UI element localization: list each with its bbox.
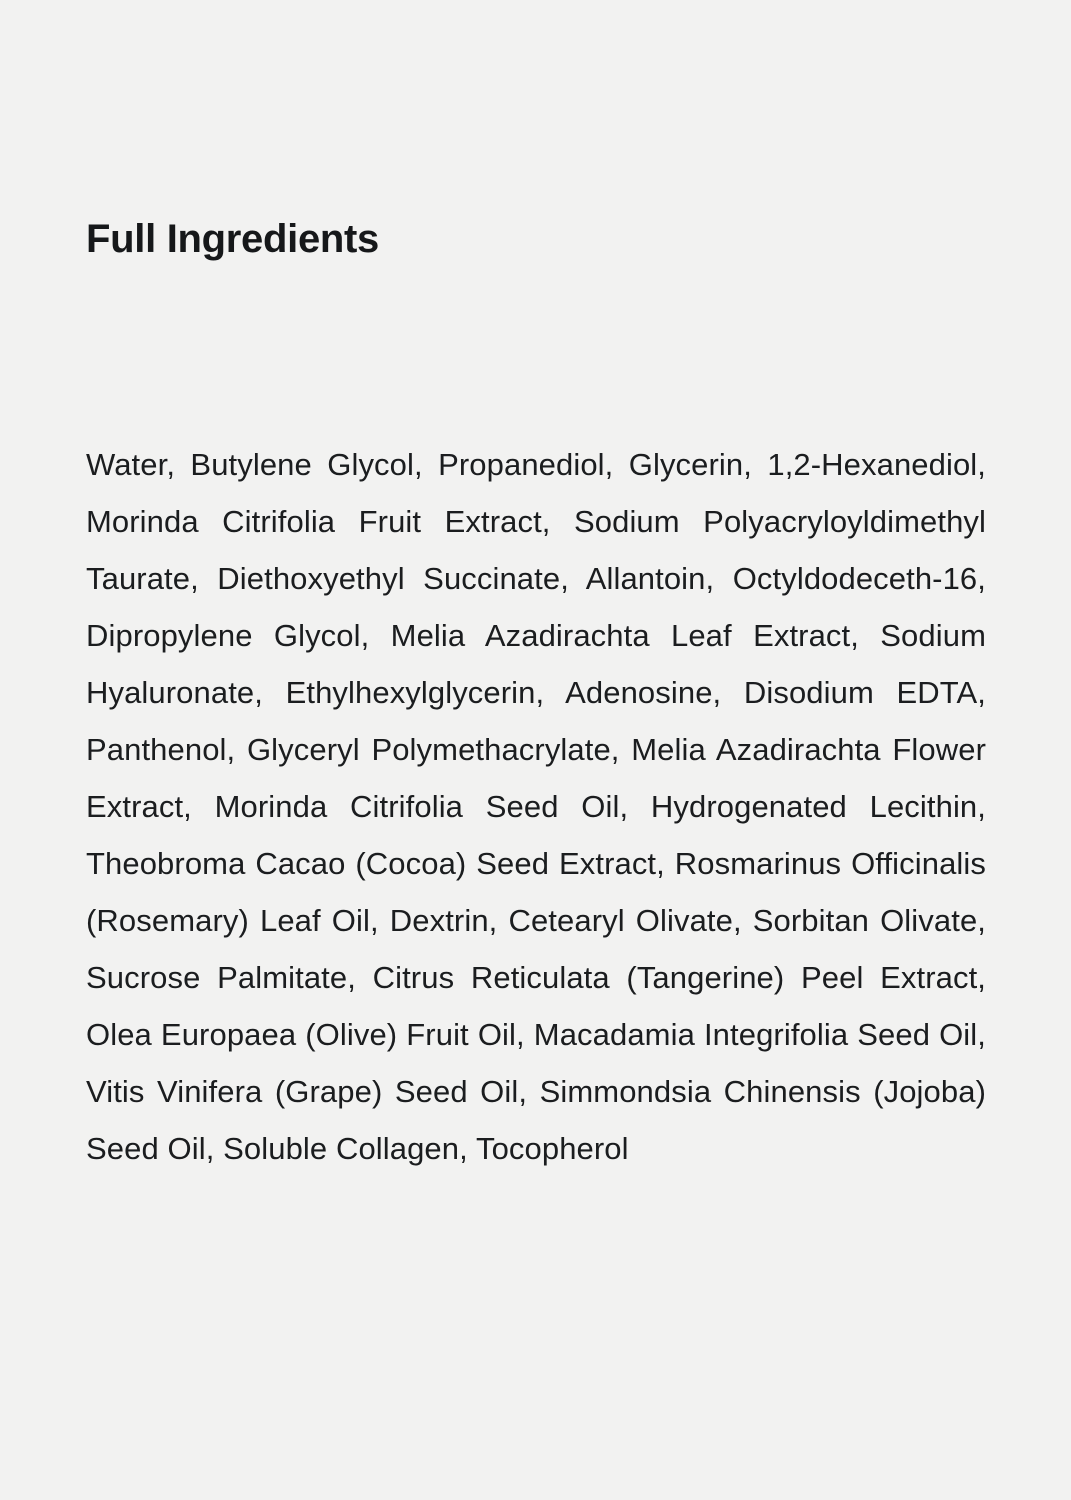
ingredients-paragraph: Water, Butylene Glycol, Propanediol, Glycerin, 1,2-Hexanediol, Morinda Citrifolia Fruit Extract, Sodium Polyacryloyldimethyl Taurate, Diethoxyethyl Succinate, Allantoin, Octyldodeceth-16, Dipropylene Glycol, Melia Azadirachta Leaf Extract, Sodium Hyaluronate, Ethylhexylglycerin, Adenosine, Disodium EDTA, Panthenol, Glyceryl Polymethacrylate, Melia Azadirachta Flower Extract, Morinda Citrifolia Seed Oil, Hydrogenated Lecithin, Theobroma Cacao (Cocoa) Seed Extract, Rosmarinus Officinalis (Rosemary) Leaf Oil, Dextrin, Cetearyl Olivate, Sorbitan Olivate, Sucrose Palmitate, Citrus Reticulata (Tangerine) Peel Extract, Olea Europaea (Olive) Fruit Oil, Macadamia Integrifolia Seed Oil, Vitis Vinifera (Grape) Seed Oil, Simmondsia Chinensis (Jojoba) Seed Oil, Soluble Collagen, Tocopherol (86, 447, 986, 1166)
page-title: Full Ingredients (86, 217, 379, 261)
